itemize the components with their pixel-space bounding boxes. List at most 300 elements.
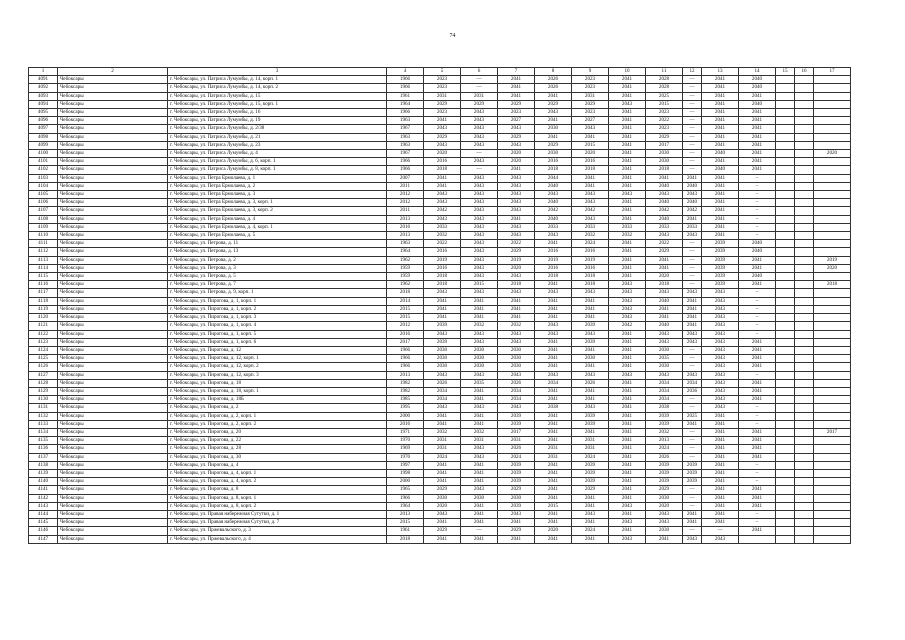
table-cell: 2041 xyxy=(535,117,572,125)
table-cell: 2042 xyxy=(609,322,646,330)
table-cell: Чебоксары xyxy=(58,322,168,330)
table-cell: 2041 xyxy=(535,363,572,371)
table-cell: — xyxy=(683,494,702,502)
table-cell: 2041 xyxy=(609,428,646,436)
table-cell xyxy=(814,232,851,240)
table-cell: 2041 xyxy=(739,133,776,141)
table-cell: 2043 xyxy=(572,191,609,199)
table-cell: 2041 xyxy=(739,166,776,174)
column-header: 8 xyxy=(535,68,572,76)
table-cell xyxy=(776,166,795,174)
table-cell: 2041 xyxy=(572,494,609,502)
table-row xyxy=(29,256,851,264)
table-cell: 2043 xyxy=(461,232,498,240)
table-cell: 2040 xyxy=(739,100,776,108)
table-cell: 1961 xyxy=(387,527,424,535)
table-cell xyxy=(814,84,851,92)
table-cell xyxy=(795,478,814,486)
table-cell: г. Чебоксары, ул. Пирогова, д. 8, корп. 1 xyxy=(168,494,387,502)
table-cell: 2041 xyxy=(535,240,572,248)
table-cell: 2030 xyxy=(572,355,609,363)
table-cell: 2025 xyxy=(683,412,702,420)
table-cell: 2041 xyxy=(572,535,609,543)
table-cell: 2041 xyxy=(609,420,646,428)
table-cell: 1995 xyxy=(387,404,424,412)
table-cell: г. Чебоксары, ул. Пирогова, д. 4, корп. 2 xyxy=(168,478,387,486)
table-cell: 2041 xyxy=(683,297,702,305)
table-cell: 2043 xyxy=(461,264,498,272)
table-cell: 4144 xyxy=(29,510,58,518)
table-cell: 4108 xyxy=(29,215,58,223)
table-cell: 2041 xyxy=(535,297,572,305)
table-cell: — xyxy=(683,109,702,117)
table-cell xyxy=(814,461,851,469)
table-cell: 2041 xyxy=(535,437,572,445)
table-cell: 2041 xyxy=(609,133,646,141)
table-cell: — xyxy=(683,396,702,404)
table-cell: 1997 xyxy=(387,461,424,469)
table-cell xyxy=(795,305,814,313)
table-cell: 1998 xyxy=(387,469,424,477)
table-cell xyxy=(814,494,851,502)
table-cell: Чебоксары xyxy=(58,141,168,149)
table-row xyxy=(29,346,851,354)
table-cell: 2040 xyxy=(535,199,572,207)
table-cell xyxy=(776,289,795,297)
table-cell xyxy=(776,355,795,363)
table-cell: — xyxy=(683,281,702,289)
table-cell xyxy=(776,371,795,379)
table-cell: г. Чебоксары, ул. Петра Ермолаева, д. 5 xyxy=(168,232,387,240)
table-cell: г. Чебоксары, ул. Петра Ермолаева, д. 4 xyxy=(168,215,387,223)
table-cell: 2040 xyxy=(739,273,776,281)
table-cell: 2043 xyxy=(461,289,498,297)
table-cell: 2043 xyxy=(646,338,683,346)
table-cell: 2043 xyxy=(646,289,683,297)
table-cell xyxy=(795,519,814,527)
table-cell: г. Чебоксары, ул. Пирогова, д. 18Б xyxy=(168,396,387,404)
table-cell: Чебоксары xyxy=(58,338,168,346)
table-row xyxy=(29,117,851,125)
table-row xyxy=(29,109,851,117)
table-cell: 2027 xyxy=(572,117,609,125)
table-cell: 2030 xyxy=(498,346,535,354)
table-cell: 2041 xyxy=(572,346,609,354)
table-cell: 2031 xyxy=(424,445,461,453)
table-cell: 4094 xyxy=(29,100,58,108)
table-cell xyxy=(814,109,851,117)
table-cell: г. Чебоксары, ул. Патриса Лумумбы, д. 14, корп. 1 xyxy=(168,76,387,84)
table-cell: 2029 xyxy=(646,133,683,141)
table-cell: 2020 xyxy=(498,264,535,272)
table-cell: 2041 xyxy=(702,494,739,502)
table-cell: – xyxy=(739,191,776,199)
table-cell: 2041 xyxy=(424,469,461,477)
column-header: 2 xyxy=(58,68,168,76)
table-cell: 2041 xyxy=(702,84,739,92)
table-cell xyxy=(795,461,814,469)
table-cell: 2043 xyxy=(572,330,609,338)
table-row xyxy=(29,273,851,281)
table-cell xyxy=(814,248,851,256)
table-cell: 2041 xyxy=(702,133,739,141)
table-cell: 2043 xyxy=(572,215,609,223)
table-row xyxy=(29,461,851,469)
table-row xyxy=(29,125,851,133)
table-cell: 2043 xyxy=(498,174,535,182)
table-cell: 2043 xyxy=(702,363,739,371)
table-cell: 2041 xyxy=(609,273,646,281)
table-cell: 2029 xyxy=(461,100,498,108)
table-cell: 2034 xyxy=(535,379,572,387)
table-cell: 2043 xyxy=(572,404,609,412)
table-cell: 2043 xyxy=(498,330,535,338)
table-cell xyxy=(814,437,851,445)
table-cell: 4119 xyxy=(29,305,58,313)
table-cell: 2029 xyxy=(498,133,535,141)
table-cell: 2043 xyxy=(683,535,702,543)
table-cell: 2034 xyxy=(498,387,535,395)
table-cell: 2041 xyxy=(535,535,572,543)
table-cell: 2043 xyxy=(702,387,739,395)
table-cell xyxy=(795,92,814,100)
table-row xyxy=(29,322,851,330)
table-cell: Чебоксары xyxy=(58,150,168,158)
table-cell: 2041 xyxy=(702,191,739,199)
table-cell: г. Чебоксары, ул. Патриса Лумумбы, д. 21 xyxy=(168,133,387,141)
table-cell: 2039 xyxy=(424,322,461,330)
table-cell: 2015 xyxy=(387,519,424,527)
table-cell: 2041 xyxy=(683,519,702,527)
table-cell: 2020 xyxy=(424,150,461,158)
table-cell: 2041 xyxy=(702,109,739,117)
table-cell: — xyxy=(461,527,498,535)
table-cell: г. Чебоксары, ул. Пирогова, д. 12 xyxy=(168,346,387,354)
table-cell: 2034 xyxy=(646,387,683,395)
table-cell: 2041 xyxy=(739,502,776,510)
table-cell: 2041 xyxy=(535,510,572,518)
table-cell: 2043 xyxy=(609,305,646,313)
table-cell: Чебоксары xyxy=(58,428,168,436)
table-cell: 2039 xyxy=(683,469,702,477)
table-cell xyxy=(795,371,814,379)
table-cell: 2039 xyxy=(646,420,683,428)
table-row xyxy=(29,404,851,412)
table-cell: г. Чебоксары, ул. Пирогова, д. 1, корп. 3 xyxy=(168,314,387,322)
table-cell: 2041 xyxy=(739,486,776,494)
table-cell xyxy=(776,453,795,461)
table-cell: 2030 xyxy=(535,125,572,133)
table-cell: 2029 xyxy=(424,527,461,535)
table-cell: 2032 xyxy=(461,428,498,436)
table-cell: 2041 xyxy=(702,232,739,240)
table-cell xyxy=(795,445,814,453)
table-cell: 2043 xyxy=(498,338,535,346)
table-cell: 2041 xyxy=(609,166,646,174)
table-cell: 2039 xyxy=(646,412,683,420)
table-cell: г. Чебоксары, ул. Пирогова, д. 12, корп. 1 xyxy=(168,355,387,363)
table-cell: 2018 xyxy=(424,281,461,289)
table-cell: Чебоксары xyxy=(58,158,168,166)
table-cell: 2041 xyxy=(424,478,461,486)
table-cell xyxy=(814,420,851,428)
table-cell: 2012 xyxy=(387,322,424,330)
table-cell xyxy=(795,469,814,477)
table-cell: 2033 xyxy=(646,223,683,231)
table-cell: 2041 xyxy=(609,158,646,166)
table-cell xyxy=(795,240,814,248)
table-cell xyxy=(776,141,795,149)
table-cell: 2013 xyxy=(387,371,424,379)
table-cell: 1982 xyxy=(387,379,424,387)
table-cell: 2043 xyxy=(498,404,535,412)
table-cell: 2041 xyxy=(609,264,646,272)
column-header: 4 xyxy=(387,68,424,76)
table-cell: 2013 xyxy=(387,510,424,518)
table-cell: 2029 xyxy=(572,486,609,494)
table-cell: – xyxy=(739,322,776,330)
table-cell: — xyxy=(683,248,702,256)
table-cell: г. Чебоксары, ул. Пирогова, д. 2, корп. 2 xyxy=(168,420,387,428)
table-cell xyxy=(776,363,795,371)
table-row xyxy=(29,437,851,445)
table-cell: Чебоксары xyxy=(58,264,168,272)
table-cell: 2022 xyxy=(498,240,535,248)
table-cell: Чебоксары xyxy=(58,109,168,117)
table-row xyxy=(29,445,851,453)
table-cell: 1966 xyxy=(387,84,424,92)
table-cell: 2017 xyxy=(814,428,851,436)
table-cell xyxy=(814,174,851,182)
table-cell: 2041 xyxy=(424,182,461,190)
table-cell: 2023 xyxy=(646,109,683,117)
table-cell: 2041 xyxy=(461,305,498,313)
table-cell xyxy=(795,76,814,84)
table-cell: 4137 xyxy=(29,453,58,461)
table-cell: 2041 xyxy=(535,494,572,502)
table-cell: г. Чебоксары, ул. Пирогова, д. 1, корп. 6 xyxy=(168,338,387,346)
table-cell: 2023 xyxy=(572,76,609,84)
table-cell: 2041 xyxy=(609,355,646,363)
table-cell: 2030 xyxy=(646,158,683,166)
table-cell xyxy=(814,207,851,215)
table-cell: 4093 xyxy=(29,92,58,100)
table-cell xyxy=(814,486,851,494)
table-cell: 2032 xyxy=(461,322,498,330)
table-cell: 2043 xyxy=(498,289,535,297)
table-cell: 2041 xyxy=(424,412,461,420)
table-cell xyxy=(795,297,814,305)
table-cell: 4100 xyxy=(29,150,58,158)
table-cell: г. Чебоксары, ул. Пирогова, д. 20 xyxy=(168,428,387,436)
table-cell: 2043 xyxy=(461,240,498,248)
table-cell: 2016 xyxy=(572,264,609,272)
table-cell: 2041 xyxy=(609,404,646,412)
column-header: 11 xyxy=(646,68,683,76)
table-cell: 2041 xyxy=(739,346,776,354)
table-cell: 2016 xyxy=(387,420,424,428)
table-cell: Чебоксары xyxy=(58,371,168,379)
table-cell: 2041 xyxy=(739,141,776,149)
table-cell: 1962 xyxy=(387,256,424,264)
table-cell: 2041 xyxy=(702,125,739,133)
table-cell xyxy=(814,273,851,281)
table-cell: 2041 xyxy=(683,510,702,518)
table-cell: 2034 xyxy=(424,396,461,404)
table-cell: Чебоксары xyxy=(58,166,168,174)
table-cell: 2041 xyxy=(702,510,739,518)
table-row xyxy=(29,207,851,215)
table-cell xyxy=(795,223,814,231)
table-row xyxy=(29,150,851,158)
table-cell: 2031 xyxy=(535,453,572,461)
table-cell: 2043 xyxy=(609,502,646,510)
table-cell: 2015 xyxy=(387,305,424,313)
table-cell: 2041 xyxy=(461,469,498,477)
table-cell: 2024 xyxy=(498,453,535,461)
table-cell: 2043 xyxy=(461,338,498,346)
table-cell xyxy=(814,453,851,461)
table-cell: 2041 xyxy=(609,215,646,223)
table-cell: 2012 xyxy=(387,191,424,199)
table-cell: 2018 xyxy=(535,273,572,281)
table-cell: 2012 xyxy=(387,199,424,207)
table-cell: — xyxy=(683,346,702,354)
table-cell: 2041 xyxy=(646,256,683,264)
table-cell: 2041 xyxy=(683,174,702,182)
table-cell: Чебоксары xyxy=(58,133,168,141)
table-cell: 2039 xyxy=(498,478,535,486)
table-cell xyxy=(776,379,795,387)
table-cell: 2043 xyxy=(609,297,646,305)
table-cell: 2040 xyxy=(646,322,683,330)
table-cell: 2018 xyxy=(572,281,609,289)
table-cell: 2030 xyxy=(646,494,683,502)
table-cell: Чебоксары xyxy=(58,191,168,199)
table-row xyxy=(29,527,851,535)
table-cell: Чебоксары xyxy=(58,330,168,338)
table-cell: г. Чебоксары, ул. Пирогова, д. 8, корп. 2 xyxy=(168,502,387,510)
table-cell: 2030 xyxy=(646,346,683,354)
table-cell: 2031 xyxy=(572,437,609,445)
table-cell: 2041 xyxy=(609,461,646,469)
table-cell xyxy=(776,461,795,469)
table-cell: 2041 xyxy=(572,174,609,182)
table-cell: 2041 xyxy=(572,502,609,510)
table-cell: 2043 xyxy=(461,273,498,281)
table-row xyxy=(29,281,851,289)
table-cell: 1965 xyxy=(387,486,424,494)
table-row xyxy=(29,469,851,477)
table-body xyxy=(29,76,851,544)
table-cell: — xyxy=(683,273,702,281)
table-cell: 2043 xyxy=(461,371,498,379)
table-cell: г. Чебоксары, ул. Петра Ермолаева, д. 3, корп. 2 xyxy=(168,207,387,215)
table-cell: 2018 xyxy=(814,281,851,289)
table-cell xyxy=(776,150,795,158)
table-cell: 2030 xyxy=(461,363,498,371)
table-row xyxy=(29,92,851,100)
table-cell xyxy=(795,396,814,404)
table-cell: 2033 xyxy=(535,223,572,231)
table-cell: 2029 xyxy=(498,527,535,535)
table-cell: 1959 xyxy=(387,264,424,272)
table-cell: Чебоксары xyxy=(58,289,168,297)
table-cell xyxy=(795,232,814,240)
table-cell: г. Чебоксары, ул. Пирогова, д. 18 xyxy=(168,379,387,387)
table-cell: 2043 xyxy=(535,289,572,297)
table-cell: – xyxy=(739,330,776,338)
table-cell: 2041 xyxy=(461,535,498,543)
table-cell: – xyxy=(739,289,776,297)
table-cell: 2029 xyxy=(646,248,683,256)
table-cell: — xyxy=(683,133,702,141)
table-cell: 2041 xyxy=(609,486,646,494)
table-cell: 2041 xyxy=(498,215,535,223)
table-cell: 2025 xyxy=(646,92,683,100)
table-cell: 2041 xyxy=(739,453,776,461)
table-cell: 2041 xyxy=(683,420,702,428)
table-cell xyxy=(776,125,795,133)
table-cell: – xyxy=(739,215,776,223)
table-cell: 2038 xyxy=(646,404,683,412)
table-cell: 2007 xyxy=(387,174,424,182)
table-cell: 2041 xyxy=(609,437,646,445)
table-cell xyxy=(795,322,814,330)
table-cell: Чебоксары xyxy=(58,461,168,469)
table-cell: 2039 xyxy=(498,412,535,420)
table-cell: 1966 xyxy=(387,76,424,84)
table-cell: Чебоксары xyxy=(58,76,168,84)
table-cell: 2033 xyxy=(609,223,646,231)
table-cell: 2039 xyxy=(702,273,739,281)
table-cell: 2043 xyxy=(535,322,572,330)
table-row xyxy=(29,199,851,207)
table-cell xyxy=(776,273,795,281)
table-row xyxy=(29,264,851,272)
table-cell: 1970 xyxy=(387,437,424,445)
column-header: 17 xyxy=(814,68,851,76)
table-cell: 2041 xyxy=(609,412,646,420)
table-cell: 2026 xyxy=(535,84,572,92)
table-cell: 2022 xyxy=(424,240,461,248)
table-cell: – xyxy=(739,420,776,428)
table-cell: Чебоксары xyxy=(58,305,168,313)
table-cell: 2043 xyxy=(702,305,739,313)
table-cell: 2026 xyxy=(424,379,461,387)
table-cell: 2016 xyxy=(387,223,424,231)
table-cell: 2031 xyxy=(535,445,572,453)
table-cell: — xyxy=(683,437,702,445)
table-cell: 2026 xyxy=(498,379,535,387)
table-cell: 2041 xyxy=(498,535,535,543)
table-cell: 2043 xyxy=(461,174,498,182)
table-cell: 2031 xyxy=(424,92,461,100)
table-cell xyxy=(776,109,795,117)
table-cell: 2034 xyxy=(498,396,535,404)
table-cell: 2043 xyxy=(702,322,739,330)
table-cell xyxy=(795,256,814,264)
table-cell: 2032 xyxy=(424,428,461,436)
table-cell: 2039 xyxy=(683,461,702,469)
table-cell: г. Чебоксары, ул. Пирогова, д. 8 xyxy=(168,486,387,494)
table-cell: 2019 xyxy=(572,256,609,264)
table-cell xyxy=(814,535,851,543)
table-cell xyxy=(814,92,851,100)
table-cell: Чебоксары xyxy=(58,174,168,182)
table-cell xyxy=(814,182,851,190)
table-cell: Чебоксары xyxy=(58,494,168,502)
